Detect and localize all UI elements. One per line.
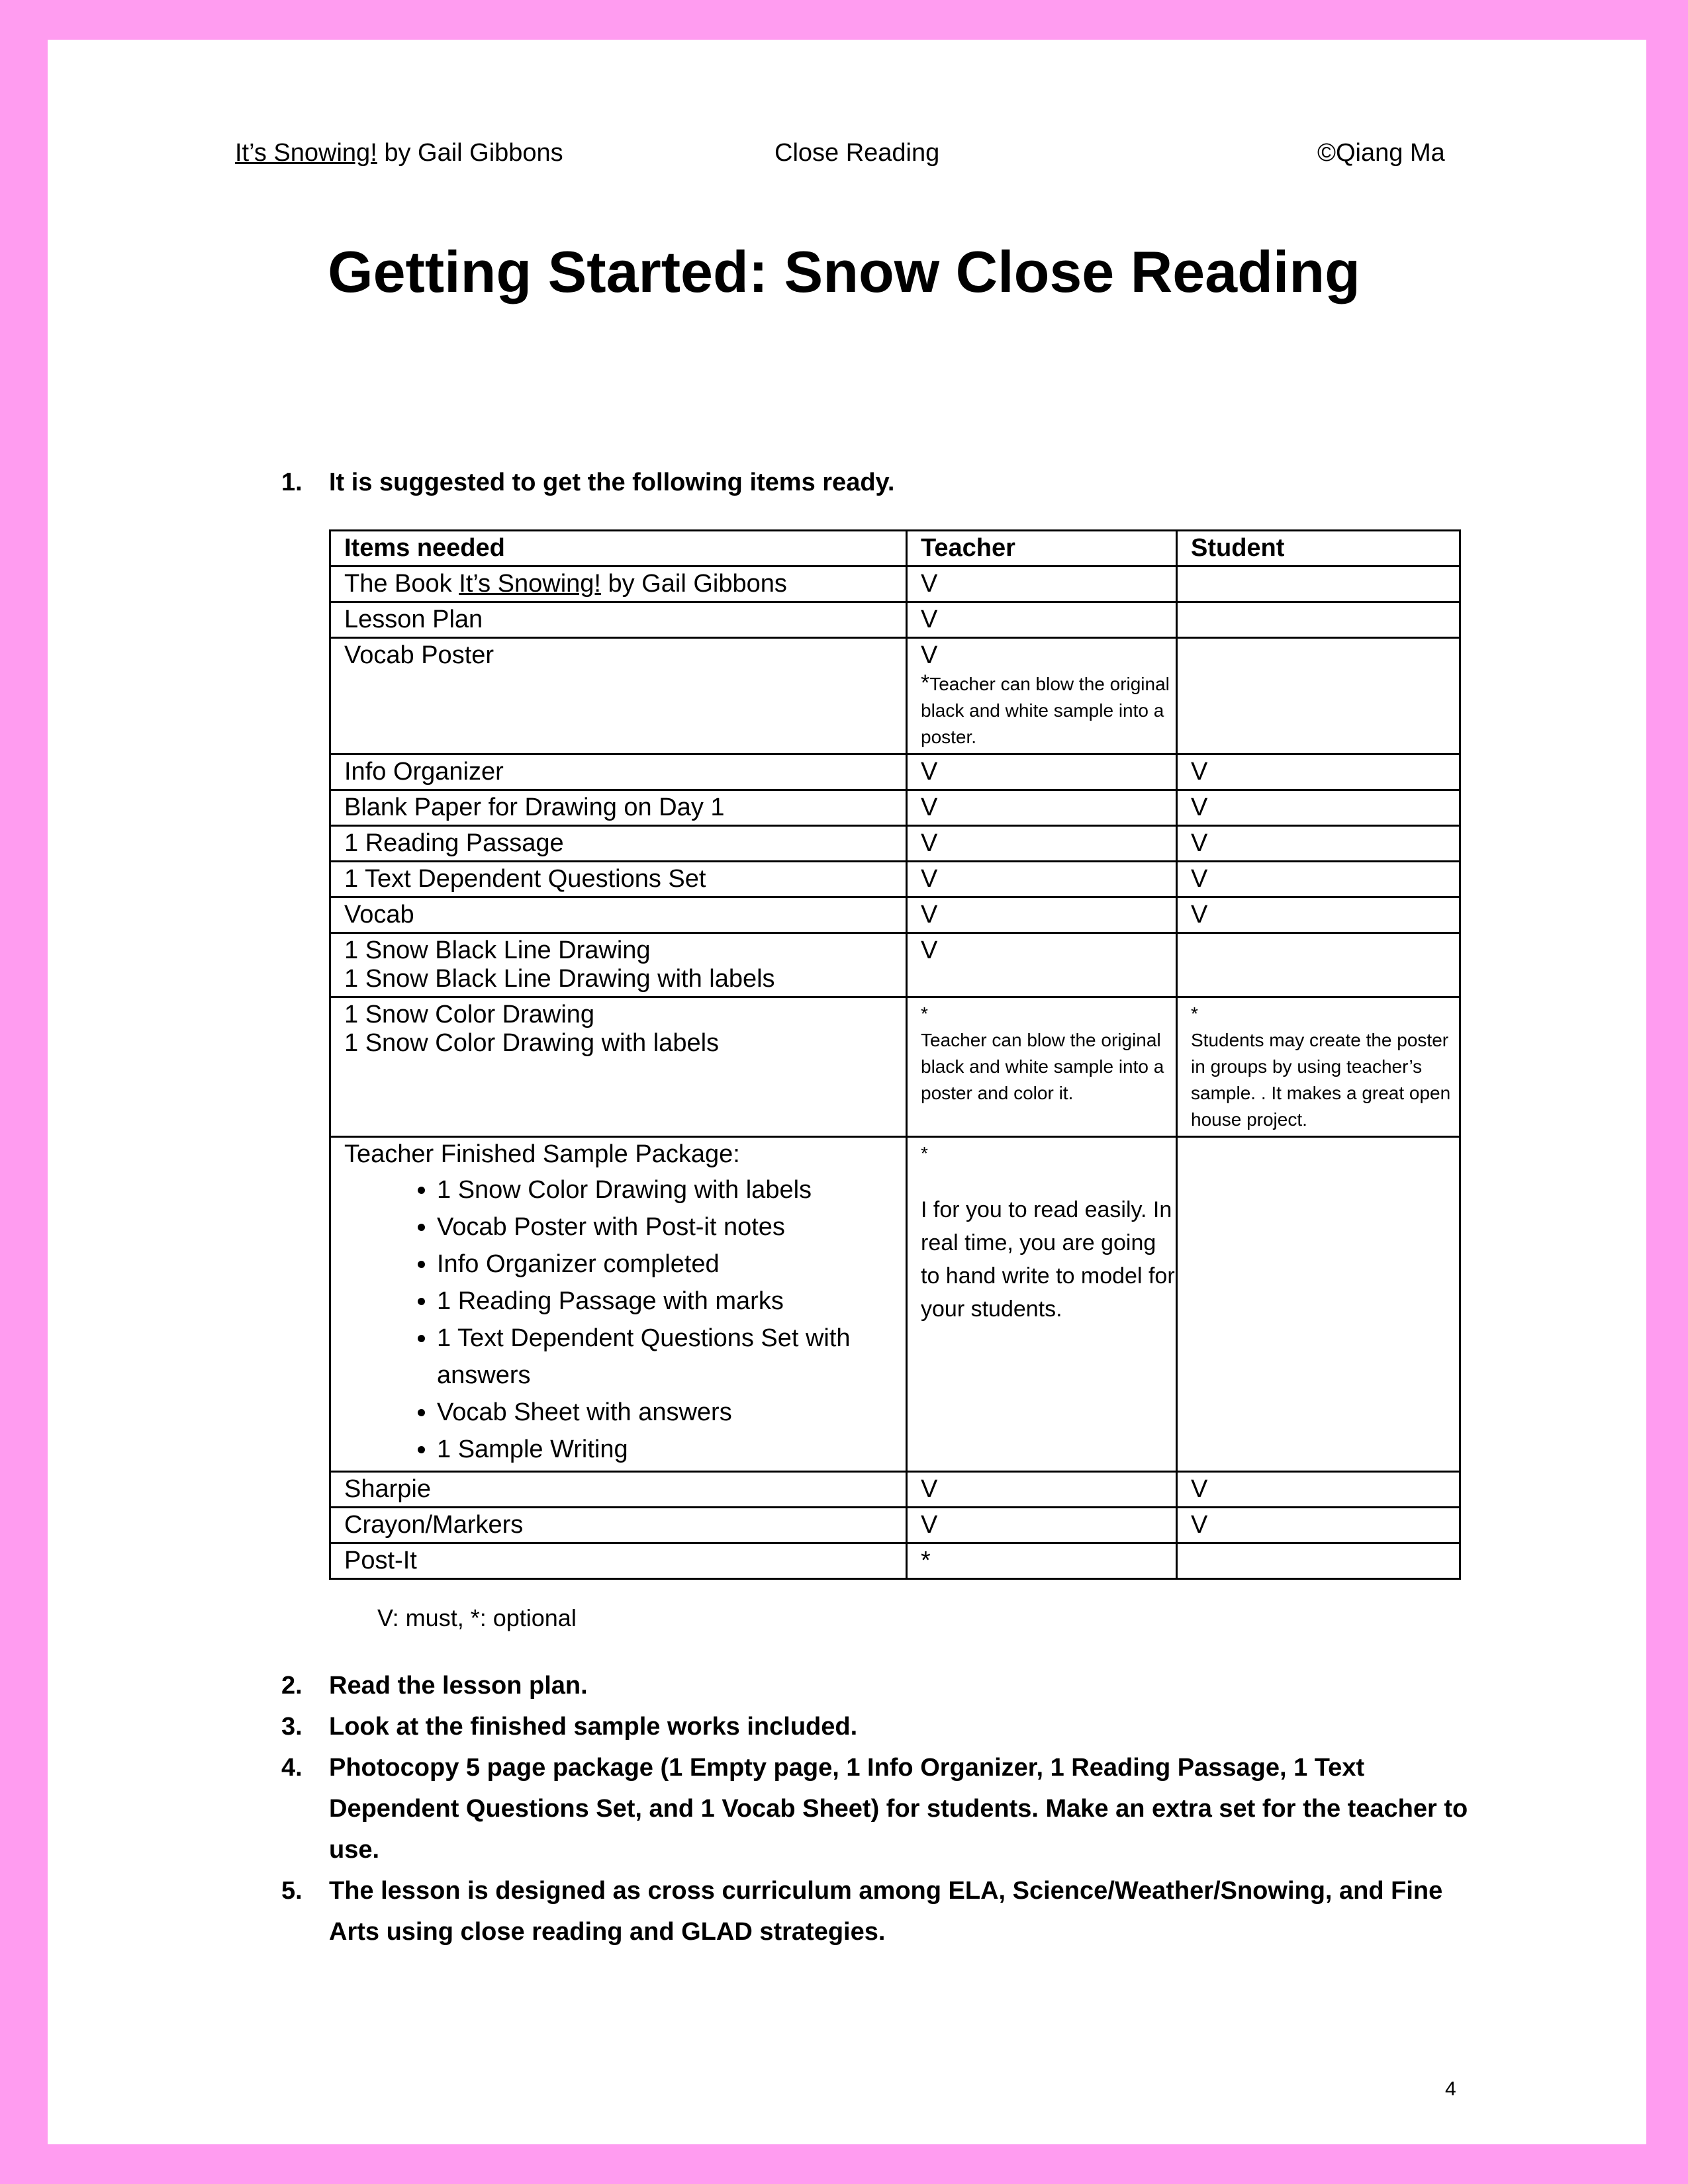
teacher-cell: V (907, 602, 1177, 638)
package-list (344, 1171, 906, 1468)
table-row (330, 1508, 1460, 1543)
student-note: Students may create the poster in groups by using teacher’s sample. . It makes a great open house project. (1191, 1030, 1451, 1130)
teacher-cell: V (907, 826, 1177, 862)
student-cell (1177, 1543, 1460, 1579)
step-text: The lesson is designed as cross curriculum among ELA, Science/Weather/Snowing, and Fine Arts using close reading and GLAD strategies. (329, 1877, 1443, 1946)
student-cell (1177, 567, 1460, 602)
table-header-row (330, 531, 1460, 567)
teacher-cell: V (907, 1472, 1177, 1508)
table-row (330, 897, 1460, 933)
header-copyright: ©Qiang Ma (1317, 139, 1445, 167)
teacher-cell: * I for you to read easily. In real time, you are going to hand write to model for your students. (907, 1137, 1177, 1472)
item-cell: 1 Reading Passage (330, 826, 907, 862)
table-row (330, 862, 1460, 897)
student-cell (1177, 1137, 1460, 1472)
list-item: • Info Organizer completed (437, 1246, 906, 1283)
table-legend: V: must, *: optional (377, 1604, 577, 1631)
header-book-title: It’s Snowing! (235, 139, 377, 167)
item-cell: Crayon/Markers (330, 1508, 907, 1543)
item-cell: Lesson Plan (330, 602, 907, 638)
table-row (330, 1472, 1460, 1508)
teacher-note: Teacher can blow the original black and white sample into a poster and color it. (921, 1030, 1164, 1103)
header-center: Close Reading (774, 139, 940, 167)
table-row (330, 1543, 1460, 1579)
student-cell: V (1177, 897, 1460, 933)
step-5 (281, 1870, 1487, 1952)
item-cell: Post-It (330, 1543, 907, 1579)
student-cell: V (1177, 1472, 1460, 1508)
student-cell: V (1177, 790, 1460, 826)
page-number: 4 (1445, 2078, 1456, 2100)
item-cell: 1 Text Dependent Questions Set (330, 862, 907, 897)
table-row (330, 933, 1460, 997)
student-cell (1177, 638, 1460, 754)
items-table (329, 529, 1461, 1580)
step-number: 1. (281, 469, 303, 496)
column-header: Items needed (330, 531, 907, 567)
teacher-cell: * (907, 1543, 1177, 1579)
student-cell (1177, 933, 1460, 997)
step-number: 3. (281, 1713, 303, 1741)
table-row (330, 790, 1460, 826)
list-item: • Vocab Poster with Post-it notes (437, 1208, 906, 1246)
header-book-author: by Gail Gibbons (377, 139, 563, 167)
table-row (330, 754, 1460, 790)
item-cell: Vocab Poster (330, 638, 907, 754)
step-number: 4. (281, 1754, 303, 1782)
column-header: Student (1177, 531, 1460, 567)
column-header: Teacher (907, 531, 1177, 567)
teacher-cell: V (907, 567, 1177, 602)
teacher-cell: V (907, 897, 1177, 933)
step-text: Photocopy 5 page package (1 Empty page, 1 Info Organizer, 1 Reading Passage, 1 Text Dependent Questions Set, and 1 Vocab Sheet) for students. Make an extra set for the teacher to use. (329, 1754, 1468, 1864)
item-cell: Teacher Finished Sample Package: • 1 Snow Color Drawing with labels • Vocab Poster with Post-it notes • Info Organizer completed • 1 Reading Passage with marks • 1 Text Dependent Questions Set with answers • Vocab Sheet with answers • 1 Sample Writing (330, 1137, 907, 1472)
step-text: Read the lesson plan. (329, 1672, 588, 1700)
teacher-cell: V (907, 754, 1177, 790)
student-cell: V (1177, 754, 1460, 790)
table-row (330, 567, 1460, 602)
table-row (330, 997, 1460, 1137)
student-cell: V (1177, 862, 1460, 897)
item-cell: Info Organizer (330, 754, 907, 790)
table-row (330, 602, 1460, 638)
item-cell: Blank Paper for Drawing on Day 1 (330, 790, 907, 826)
teacher-cell: V *Teacher can blow the original black and white sample into a poster. (907, 638, 1177, 754)
header-book (235, 139, 563, 167)
step-2 (281, 1665, 1487, 1706)
list-item: • 1 Sample Writing (437, 1431, 906, 1468)
item-cell: 1 Snow Black Line Drawing 1 Snow Black Line Drawing with labels (330, 933, 907, 997)
step-text: Look at the finished sample works included. (329, 1713, 858, 1741)
student-cell: * Students may create the poster in groups by using teacher’s sample. . It makes a great open house project. (1177, 997, 1460, 1137)
table-row (330, 1137, 1460, 1472)
student-cell (1177, 602, 1460, 638)
teacher-note: I for you to read easily. In real time, you are going to hand write to model for your students. (921, 1197, 1175, 1322)
step-number: 2. (281, 1672, 303, 1700)
step-number: 5. (281, 1877, 303, 1905)
table-row (330, 638, 1460, 754)
teacher-cell: V (907, 790, 1177, 826)
teacher-cell: * Teacher can blow the original black and white sample into a poster and color it. (907, 997, 1177, 1137)
page-title: Getting Started: Snow Close Reading (328, 239, 1360, 304)
list-item: • Vocab Sheet with answers (437, 1394, 906, 1431)
item-cell: The Book It’s Snowing! by Gail Gibbons (330, 567, 907, 602)
item-cell: 1 Snow Color Drawing 1 Snow Color Drawing with labels (330, 997, 907, 1137)
student-cell: V (1177, 1508, 1460, 1543)
item-cell: Sharpie (330, 1472, 907, 1508)
step-1 (281, 462, 1487, 503)
list-item: • 1 Reading Passage with marks (437, 1283, 906, 1320)
teacher-cell: V (907, 933, 1177, 997)
list-item: • 1 Text Dependent Questions Set with answers (437, 1320, 906, 1394)
student-cell: V (1177, 826, 1460, 862)
teacher-cell: V (907, 862, 1177, 897)
step-3 (281, 1706, 1487, 1747)
list-item: • 1 Snow Color Drawing with labels (437, 1171, 906, 1208)
book-title: It’s Snowing! (459, 570, 601, 598)
step-text: It is suggested to get the following items ready. (329, 469, 895, 496)
teacher-note: *Teacher can blow the original black and white sample into a poster. (921, 670, 1170, 747)
table-row (330, 826, 1460, 862)
teacher-cell: V (907, 1508, 1177, 1543)
item-cell: Vocab (330, 897, 907, 933)
step-4 (281, 1747, 1487, 1870)
